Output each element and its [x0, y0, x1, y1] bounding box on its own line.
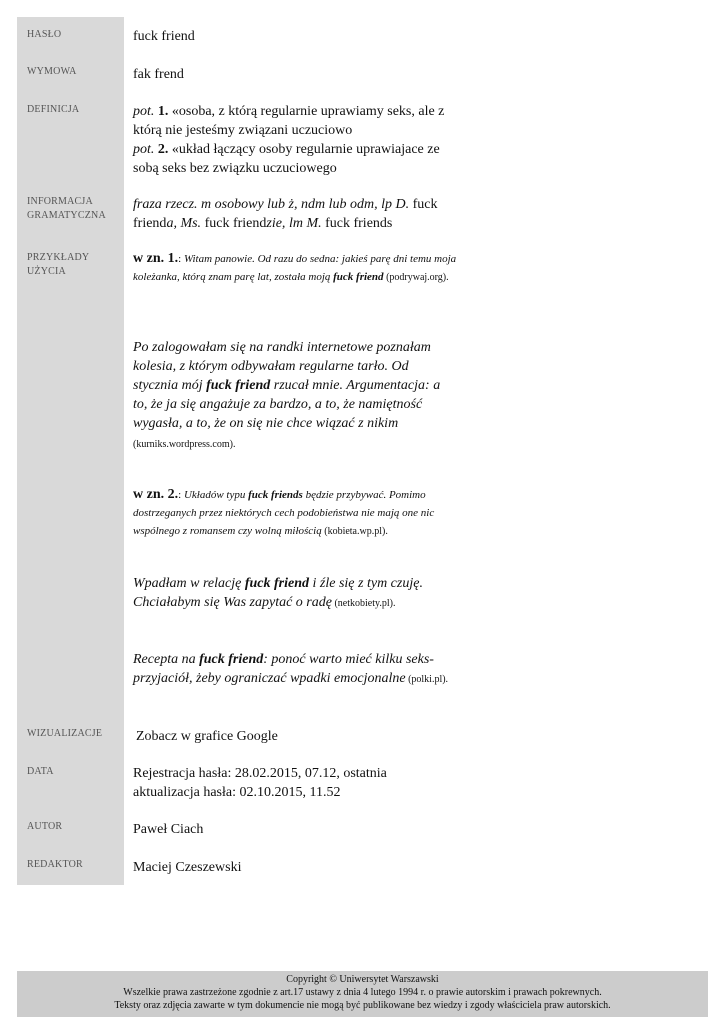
label-redaktor: REDAKTOR — [27, 859, 83, 870]
footer-usage-notice: Teksty oraz zdjęcia zawarte w tym dokumencie nie mogą być publikowane bez wiedzy i zgody właściciela praw autorskich. — [114, 1000, 611, 1011]
example-4-text-a: Wpadłam w relację — [133, 576, 245, 591]
label-przyklady-uzycia — [27, 251, 122, 279]
footer-rights: Wszelkie prawa zastrzeżone zgodnie z art.17 ustawy z dnia 4 lutego 1994 r. o prawie autorskim i prawach pokrewnych. — [123, 987, 602, 998]
author: Paweł Ciach — [133, 822, 204, 837]
example-2 — [133, 338, 455, 454]
grammar-info — [133, 195, 458, 233]
definition-sense-2-text: «układ łączący osoby regularnie uprawiajace ze sobą seks bez związku uczuciowego — [133, 142, 440, 176]
definition — [133, 102, 458, 178]
visualizations — [136, 727, 461, 746]
grammar-part-8: fuck friends — [321, 216, 393, 231]
example-1-sense-ref: w zn. 1. — [133, 251, 179, 266]
example-3-text-b: będzie przybywać. Pomimo dostrzeganych przez niektórych cech podobieństwa nie mają one nic wspólnego z romansem czy wolną miłością — [133, 489, 435, 537]
definition-sense-1-register: pot. — [133, 104, 155, 119]
example-3-text-a: Układów typu — [181, 489, 249, 501]
example-3-sense-ref: w zn. 2. — [133, 487, 179, 502]
label-column — [17, 17, 124, 885]
footer-copyright: Copyright © Uniwersytet Warszawski — [286, 974, 439, 985]
label-przyklady-line1: PRZYKŁADY — [27, 252, 90, 263]
date-info: Rejestracja hasła: 28.02.2015, 07.12, ostatnia aktualizacja hasła: 02.10.2015, 11.52 — [133, 766, 387, 800]
definition-sense-2-register: pot. — [133, 142, 155, 157]
example-3-term: fuck friends — [248, 489, 303, 501]
label-informacja-gramatyczna — [27, 195, 122, 223]
example-2-source: (kurniks.wordpress.com). — [133, 439, 236, 450]
definition-sense-1-number: 1. — [157, 104, 169, 119]
example-4-source: (netkobiety.pl). — [331, 598, 396, 609]
grammar-part-6: zie, — [266, 216, 289, 231]
example-5-term: fuck friend — [199, 652, 264, 667]
example-1-colon: : — [178, 253, 182, 265]
example-1-term: fuck friend — [333, 271, 384, 283]
grammar-part-4: Ms. — [180, 216, 202, 231]
editor: Maciej Czeszewski — [133, 860, 242, 875]
example-1-source: (podrywaj.org). — [383, 272, 449, 283]
definition-sense-1-text: «osoba, z którą regularnie uprawiamy seks, ale z którą nie jesteśmy związani uczuciowo — [133, 104, 445, 138]
grammar-part-1: fraza rzecz. m osobowy lub ż, ndm lub odm, lp D. — [133, 197, 410, 212]
label-przyklady-line2: UŻYCIA — [27, 266, 66, 277]
example-4-term: fuck friend — [244, 576, 310, 591]
google-images-link[interactable]: Zobacz w grafice Google — [136, 729, 278, 744]
example-3-colon: : — [178, 489, 182, 501]
definition-sense-2-number: 2. — [157, 142, 169, 157]
example-5-text-a: Recepta na — [133, 652, 200, 667]
example-1-text: Witam panowie. Od razu do sedna: jakieś parę dni temu moja koleżanka, którą znam parę lat, została moją — [133, 253, 457, 283]
example-2-term: fuck friend — [206, 378, 271, 393]
example-2-text-b: rzucał mnie. Argumentacja: a to, że ja się angażuje za bardzo, a to, że namiętność wygasła, a to, że on się nie chce wiązać z nikim — [133, 378, 441, 431]
example-1 — [133, 250, 463, 287]
grammar-part-3: a, — [166, 216, 181, 231]
pronunciation: fak frend — [133, 67, 184, 82]
grammar-part-7: lm M. — [288, 216, 322, 231]
label-wymowa: WYMOWA — [27, 66, 77, 77]
copyright-footer — [17, 971, 708, 1017]
example-2-text-a: Po zalogowałam się na randki internetowe poznałam kolesia, z którym odbywałam regularne tarło. Od stycznia mój — [133, 340, 431, 393]
label-informacja-line2: GRAMATYCZNA — [27, 210, 106, 221]
example-5-text-b: : ponoć warto mieć kilku seks-przyjaciół, żeby ograniczać wpadki emocjonalne — [133, 652, 434, 686]
example-4 — [133, 574, 455, 613]
example-5 — [133, 650, 455, 689]
label-haslo: HASŁO — [27, 29, 62, 40]
example-5-source: (polki.pl). — [405, 674, 449, 685]
headword: fuck friend — [133, 29, 195, 44]
example-3 — [133, 486, 463, 541]
definition-sense-1 — [133, 102, 458, 140]
example-3-source: (kobieta.wp.pl). — [321, 526, 388, 537]
example-4-text-b: i źle się z tym czuję. Chciałabym się Was zapytać o radę — [133, 576, 423, 610]
definition-sense-2 — [133, 140, 458, 178]
label-definicja: DEFINICJA — [27, 104, 80, 115]
label-data: DATA — [27, 766, 54, 777]
grammar-part-2: fuck friend — [133, 197, 438, 231]
grammar-part-5: fuck friend — [201, 216, 267, 231]
label-autor: AUTOR — [27, 821, 63, 832]
label-informacja-line1: INFORMACJA — [27, 196, 93, 207]
label-wizualizacje: WIZUALIZACJE — [27, 728, 103, 739]
